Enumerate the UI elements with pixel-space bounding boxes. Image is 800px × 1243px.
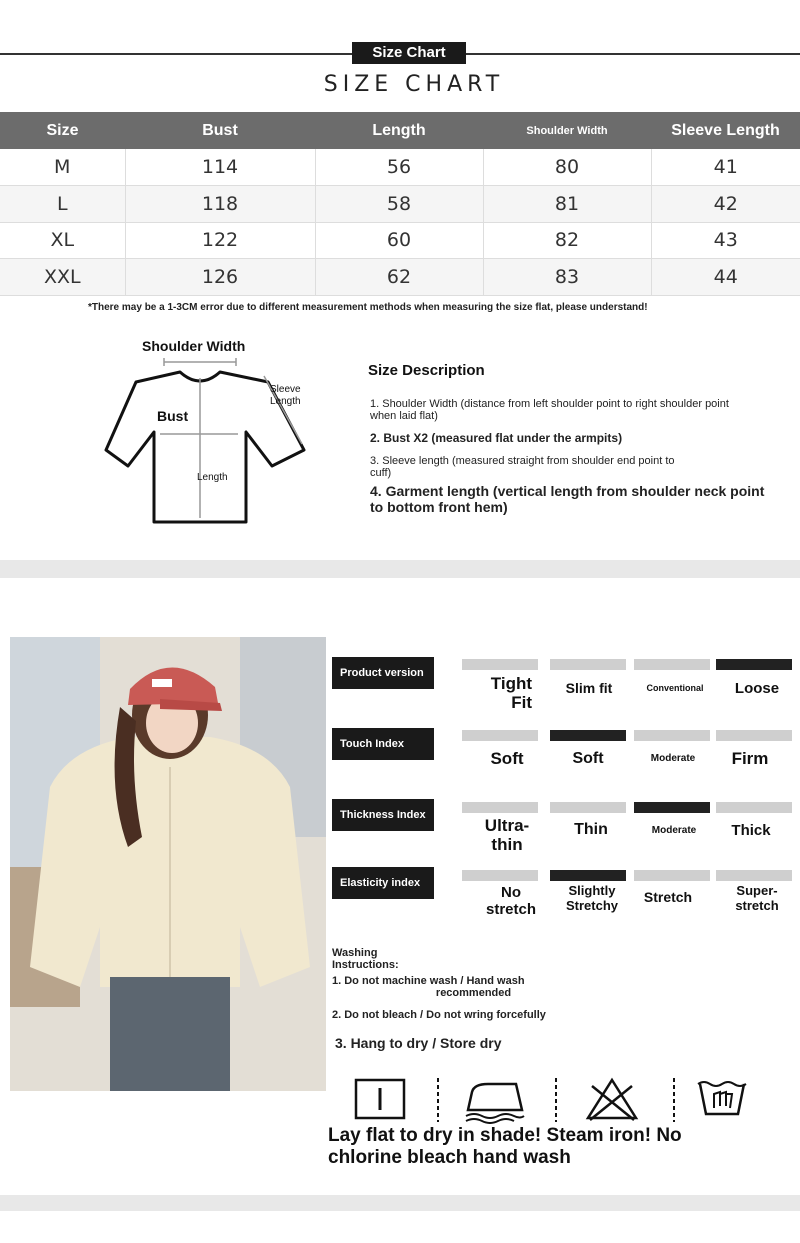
cell-shoulder-width: 81 bbox=[483, 186, 651, 223]
no-bleach-icon bbox=[588, 1080, 636, 1120]
scale-bar-selected bbox=[550, 730, 626, 741]
cell-shoulder-width: 80 bbox=[483, 149, 651, 186]
option-stretch: Stretch bbox=[643, 889, 693, 905]
size-description-item: 3. Sleeve length (measured straight from shoulder end point to cuff) bbox=[370, 455, 675, 479]
option-super-stretch: Super- stretch bbox=[735, 883, 779, 913]
option-firm: Firm bbox=[731, 749, 769, 768]
cell-bust: 114 bbox=[125, 149, 315, 186]
page-title: SIZE CHART bbox=[323, 72, 505, 97]
scale-bar bbox=[634, 870, 710, 881]
cell-shoulder-width: 83 bbox=[483, 259, 651, 296]
scale-bar bbox=[462, 802, 538, 813]
scale-bar-selected bbox=[634, 802, 710, 813]
cell-sleeve-length: 41 bbox=[651, 149, 800, 186]
cell-bust: 126 bbox=[125, 259, 315, 296]
scale-bar bbox=[550, 802, 626, 813]
measurement-note: *There may be a 1-3CM error due to different measurement methods when measuring the size flat, please understand! bbox=[88, 302, 648, 313]
option-slightly-stretchy: Slightly Stretchy bbox=[565, 883, 619, 913]
cell-length: 62 bbox=[315, 259, 483, 296]
scale-bar bbox=[716, 870, 792, 881]
washing-item: 3. Hang to dry / Store dry bbox=[335, 1035, 502, 1051]
care-instructions-text: Lay flat to dry in shade! Steam iron! No chlorine bleach hand wash bbox=[328, 1125, 682, 1168]
cell-sleeve-length: 44 bbox=[651, 259, 800, 296]
scale-bar bbox=[462, 730, 538, 741]
label-shoulder-width: Shoulder Width bbox=[142, 338, 246, 354]
option-loose: Loose bbox=[734, 680, 780, 697]
scale-bar bbox=[716, 802, 792, 813]
option-soft: Soft bbox=[572, 750, 604, 767]
cell-length: 56 bbox=[315, 149, 483, 186]
model-photo-icon bbox=[10, 637, 326, 1091]
label-sleeve-length: Sleeve Length bbox=[270, 384, 301, 407]
washing-item: 2. Do not bleach / Do not wring forcefully bbox=[332, 1009, 546, 1021]
option-soft: Soft bbox=[490, 749, 524, 768]
column-header-bust: Bust bbox=[125, 112, 315, 149]
washing-item: 1. Do not machine wash / Hand wash recommended bbox=[332, 975, 525, 999]
product-photo bbox=[10, 637, 326, 1091]
size-table bbox=[0, 112, 800, 296]
cell-shoulder-width: 82 bbox=[483, 222, 651, 259]
size-description-item: 4. Garment length (vertical length from shoulder neck point to bottom front hem) bbox=[370, 483, 765, 515]
scale-bar bbox=[462, 659, 538, 670]
cell-length: 58 bbox=[315, 186, 483, 223]
tshirt-outline-icon bbox=[100, 336, 320, 536]
cell-bust: 118 bbox=[125, 186, 315, 223]
care-icons-row bbox=[348, 1074, 768, 1124]
section-divider bbox=[0, 560, 800, 578]
option-slim-fit: Slim fit bbox=[565, 680, 613, 696]
size-description-item: 2. Bust X2 (measured flat under the armpits) bbox=[370, 431, 623, 445]
option-moderate: Moderate bbox=[651, 825, 697, 836]
garment-diagram bbox=[100, 336, 320, 536]
size-description-title: Size Description bbox=[368, 362, 485, 379]
option-tight-fit: Tight Fit bbox=[490, 674, 532, 712]
table-header-row bbox=[0, 112, 800, 149]
attr-label-thickness-index: Thickness Index bbox=[332, 799, 434, 831]
cell-size: XL bbox=[0, 222, 125, 259]
option-conventional: Conventional bbox=[646, 683, 704, 693]
cell-size: L bbox=[0, 186, 125, 223]
scale-bar-selected bbox=[716, 659, 792, 670]
column-header-size: Size bbox=[0, 112, 125, 149]
scale-bar bbox=[462, 870, 538, 881]
bottom-divider bbox=[0, 1195, 800, 1211]
lay-flat-dry-icon bbox=[356, 1080, 404, 1118]
table-row bbox=[0, 222, 800, 259]
column-header-sleeve-length: Sleeve Length bbox=[651, 112, 800, 149]
cell-length: 60 bbox=[315, 222, 483, 259]
table-row bbox=[0, 149, 800, 186]
cell-size: M bbox=[0, 149, 125, 186]
size-description-item: 1. Shoulder Width (distance from left shoulder point to right shoulder point when laid flat) bbox=[370, 398, 729, 422]
scale-bar bbox=[634, 730, 710, 741]
cell-sleeve-length: 43 bbox=[651, 222, 800, 259]
scale-bar-selected bbox=[550, 870, 626, 881]
size-chart-tag: Size Chart bbox=[352, 42, 466, 64]
scale-bar bbox=[550, 659, 626, 670]
column-header-shoulder-width: Shoulder Width bbox=[483, 112, 651, 149]
column-header-length: Length bbox=[315, 112, 483, 149]
option-ultra-thin: Ultra- thin bbox=[484, 816, 530, 854]
table-row bbox=[0, 186, 800, 223]
scale-bar bbox=[716, 730, 792, 741]
table-row bbox=[0, 259, 800, 296]
scale-bar bbox=[634, 659, 710, 670]
option-no-stretch: No stretch bbox=[485, 884, 537, 918]
steam-iron-icon bbox=[466, 1084, 524, 1123]
cell-size: XXL bbox=[0, 259, 125, 296]
attr-label-elasticity-index: Elasticity index bbox=[332, 867, 434, 899]
option-thick: Thick bbox=[731, 822, 771, 839]
label-length: Length bbox=[197, 472, 228, 483]
washing-title: Washing Instructions: bbox=[332, 947, 399, 971]
hand-wash-icon bbox=[698, 1082, 746, 1114]
option-moderate: Moderate bbox=[650, 753, 696, 764]
label-bust: Bust bbox=[157, 408, 189, 424]
cell-bust: 122 bbox=[125, 222, 315, 259]
option-thin: Thin bbox=[574, 821, 608, 838]
attr-label-product-version: Product version bbox=[332, 657, 434, 689]
cell-sleeve-length: 42 bbox=[651, 186, 800, 223]
attr-label-touch-index: Touch Index bbox=[332, 728, 434, 760]
